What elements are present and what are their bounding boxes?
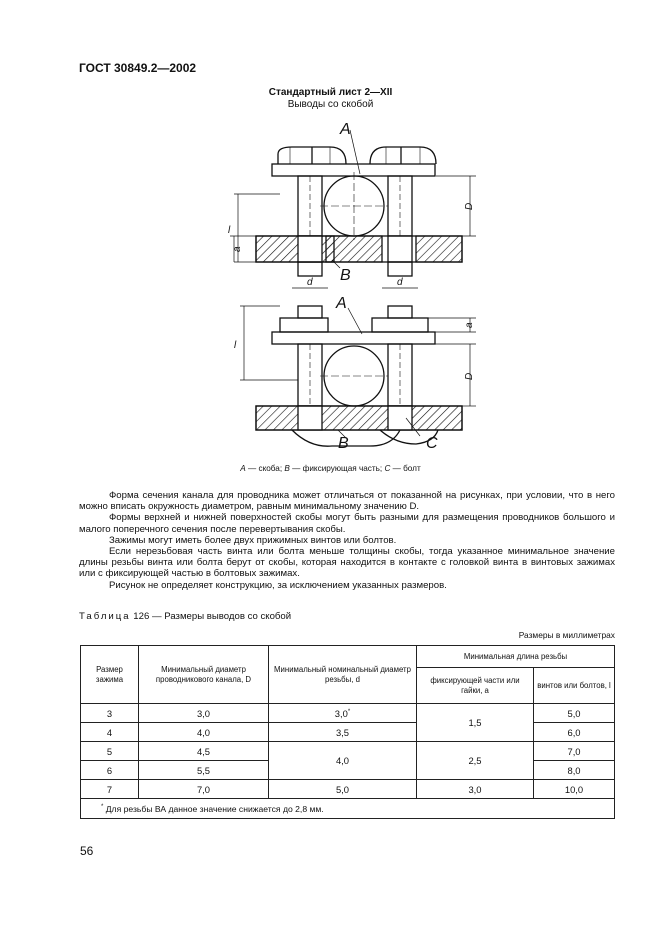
header-screws: винтов или болтов, l <box>534 668 615 704</box>
cell-a: 1,5 <box>417 704 534 742</box>
legend-b: B <box>284 464 290 473</box>
dim-D-top: D <box>464 202 475 210</box>
header-size: Размер зажима <box>81 646 139 704</box>
cell-D: 5,5 <box>139 761 269 780</box>
cell-l: 8,0 <box>534 761 615 780</box>
cell-D: 3,0 <box>139 704 269 723</box>
cell-l: 5,0 <box>534 704 615 723</box>
dimensions-table <box>80 645 615 819</box>
header-min-len: Минимальная длина резьбы <box>417 646 615 668</box>
clamp-drawing <box>220 118 480 463</box>
table-row <box>81 723 615 742</box>
paragraph: Рисунок не определяет конструкцию, за исключением указанных размеров. <box>109 579 447 591</box>
sheet-title: Стандартный лист 2—XII <box>268 87 393 98</box>
cell-d <box>269 704 417 723</box>
legend-b-text: — фиксирующая часть; <box>289 464 385 473</box>
legend-c-text: — болт <box>390 464 421 473</box>
cell-size: 4 <box>81 723 139 742</box>
cell-d: 5,0 <box>269 780 417 799</box>
cell-l: 6,0 <box>534 723 615 742</box>
cell-d: 3,5 <box>269 723 417 742</box>
footnote-ref: * <box>347 708 351 715</box>
dim-l-bottom: l <box>234 340 237 351</box>
cell-l: 10,0 <box>534 780 615 799</box>
document-header: ГОСТ 30849.2—2002 <box>79 61 197 75</box>
table-row <box>81 780 615 799</box>
dim-D-bottom: D <box>464 372 475 380</box>
table-caption-prefix: Таблица <box>79 611 131 622</box>
cell-size: 5 <box>81 742 139 761</box>
header-fix-part: фиксирующей части или гайки, a <box>417 668 534 704</box>
cell-l: 7,0 <box>534 742 615 761</box>
legend-a-text: — скоба; <box>245 464 285 473</box>
sheet-title-block <box>0 87 661 111</box>
paragraph: Если нерезьбовая часть винта или болта меньше толщины скобы, тогда указанное минимальное значение длины резьбы винта или болта берут от скобы, которая находится в контакте с головкой винта в винтовых зажимах или с фиксирующей частью в болтовых зажимах. <box>79 546 615 580</box>
cell-D: 4,0 <box>139 723 269 742</box>
footnote-mark: * <box>101 803 104 810</box>
header-min-d-channel: Минимальный диаметр проводникового канала, D <box>139 646 269 704</box>
table-caption-number: 126 <box>133 611 150 622</box>
figure-legend <box>0 464 661 473</box>
cell-size: 7 <box>81 780 139 799</box>
table-row <box>81 704 615 723</box>
cell-d: 4,0 <box>269 742 417 780</box>
dim-a-top: a <box>232 246 243 252</box>
dim-l-top: l <box>228 225 231 236</box>
label-a-top: A <box>340 121 351 138</box>
cell-D: 7,0 <box>139 780 269 799</box>
table-units: Размеры в миллиметрах <box>518 630 615 640</box>
cell-D: 4,5 <box>139 742 269 761</box>
table-footnote <box>81 799 615 819</box>
dim-a-bottom: a <box>464 322 475 328</box>
dim-d-top-right: d <box>397 277 403 288</box>
cell-d-value: 3,0 <box>334 707 348 719</box>
legend-c: C <box>384 464 391 473</box>
paragraph: Формы верхней и нижней поверхностей скобы могут быть разными для размещения проводников большого и малого поперечного сечения после перевертывания скобы. <box>79 512 615 535</box>
cell-a: 2,5 <box>417 742 534 780</box>
footnote-text: Для резьбы ВА данное значение снижается до 2,8 мм. <box>105 803 324 814</box>
table-caption <box>79 611 291 622</box>
dim-d-top-left: d <box>307 277 313 288</box>
paragraph: Зажимы могут иметь более двух прижимных винтов или болтов. <box>109 534 397 546</box>
cell-a: 3,0 <box>417 780 534 799</box>
table-caption-text: — Размеры выводов со скобой <box>151 611 292 622</box>
header-min-nom-d: Минимальный номинальный диаметр резьбы, d <box>269 646 417 704</box>
table-row <box>81 742 615 761</box>
body-text <box>79 490 615 591</box>
label-a-bottom: A <box>336 295 347 312</box>
paragraph: Форма сечения канала для проводника может отличаться от показанной на рисунках, при условии, что в него можно вписать окружность диаметром, равным минимальному значению D. <box>79 490 615 513</box>
cell-size: 3 <box>81 704 139 723</box>
label-c: C <box>426 435 438 452</box>
cell-size: 6 <box>81 761 139 780</box>
page-number: 56 <box>80 844 94 858</box>
label-b-top: B <box>340 267 351 284</box>
sheet-subtitle: Выводы со скобой <box>287 99 374 110</box>
label-b-bottom: B <box>338 435 349 452</box>
legend-a: A <box>240 464 246 473</box>
